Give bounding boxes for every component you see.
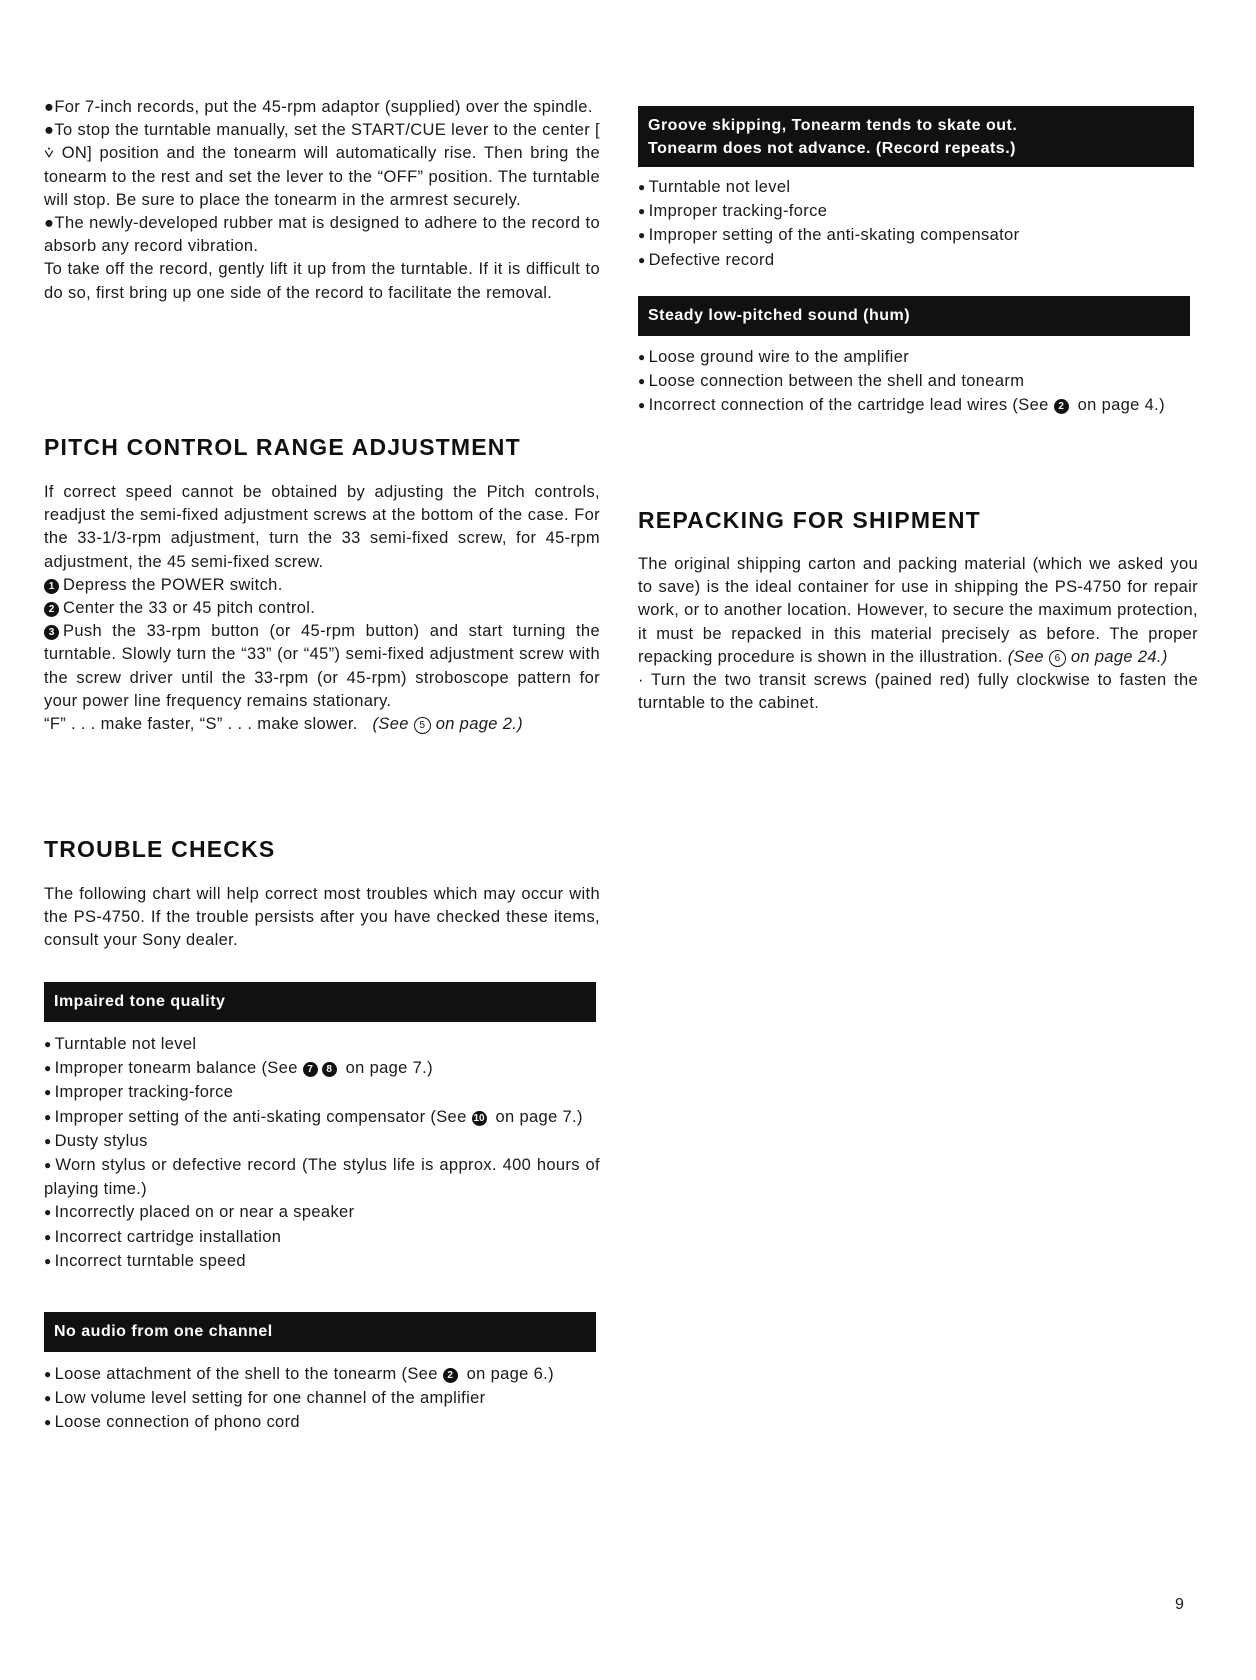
repacking-section: [638, 553, 1198, 715]
repacking-step: · Turn the two transit screws (pained red) fully clockwise to fasten the turntable to the cabinet.: [638, 671, 1198, 713]
impaired-tone-bar: Impaired tone quality: [44, 982, 596, 1022]
pitch-step-2: [44, 597, 600, 620]
no-audio-list: [44, 1363, 600, 1436]
reference-number-icon: 6: [1049, 650, 1066, 667]
pitch-heading: PITCH CONTROL RANGE ADJUSTMENT: [44, 434, 521, 460]
list-item: ● Worn stylus or defective record (The stylus life is approx. 400 hours of playing time.): [44, 1154, 600, 1201]
reference-number-icon: 2: [443, 1368, 458, 1383]
impaired-tone-list: [44, 1033, 600, 1274]
repacking-paragraph: The original shipping carton and packing material (which we asked you to save) is the ideal container for use in shipping the PS-4750 for repair work, or to another location. However, to secure the maximum protection, it must be repacked in this material precisely as before. The proper repacking procedure is shown in the illustration. (See 6 on page 24.): [638, 555, 1198, 666]
list-item: ● Defective record: [638, 249, 1198, 273]
pitch-step-3: [44, 620, 600, 713]
groove-skipping-bar: Groove skipping, Tonearm tends to skate out. Tonearm does not advance. (Record repeats.): [638, 106, 1194, 167]
pitch-note: “F” . . . make faster, “S” . . . make slower. (See 5 on page 2.): [44, 715, 524, 734]
intro-paragraph-3: ●The newly-developed rubber mat is designed to adhere to the record to absorb any record vibration.: [44, 214, 600, 256]
list-item: ● Incorrect cartridge installation: [44, 1226, 600, 1250]
list-item: ● Loose attachment of the shell to the tonearm (See 2 on page 6.): [44, 1363, 600, 1387]
pitch-section: [44, 481, 600, 736]
list-item: ● Improper setting of the anti-skating compensator (See 10 on page 7.): [44, 1106, 600, 1130]
reference-number-icon: 7: [303, 1062, 318, 1077]
step-number-icon: 2: [44, 602, 59, 617]
list-item: ● Incorrect turntable speed: [44, 1250, 600, 1274]
pitch-step-2-text: Center the 33 or 45 pitch control.: [63, 599, 316, 618]
hum-list: [638, 346, 1198, 419]
pitch-step-3-text: Push the 33-rpm button (or 45-rpm button) and start turning the turntable. Slowly turn the “33” (or “45”) semi-fixed adjustment screw with the screw driver until the 33-rpm (or 45-rpm) stroboscope pattern for your power line frequency remains stationary.: [44, 622, 600, 710]
trouble-intro: The following chart will help correct most troubles which may occur with the PS-4750. If the trouble persists after you have checked these items, consult your Sony dealer.: [44, 885, 600, 950]
step-number-icon: 1: [44, 579, 59, 594]
page-number: 9: [1175, 1596, 1184, 1613]
list-item: ● Loose connection between the shell and tonearm: [638, 370, 1198, 394]
list-item: ● Incorrect connection of the cartridge lead wires (See 2 on page 4.): [638, 394, 1198, 418]
list-item: ● Incorrectly placed on or near a speaker: [44, 1201, 600, 1225]
list-item: ● Turntable not level: [44, 1033, 600, 1057]
pitch-intro: If correct speed cannot be obtained by adjusting the Pitch controls, readjust the semi-fixed adjustment screws at the bottom of the case. For the 33-1/3-rpm adjustment, turn the 33 semi-fixed screw, for 45-rpm adjustment, the 45 semi-fixed screw.: [44, 483, 600, 571]
intro-paragraph-4: To take off the record, gently lift it up from the turntable. If it is difficult to do so, first bring up one side of the record to facilitate the removal.: [44, 260, 600, 302]
list-item: ● Loose connection of phono cord: [44, 1411, 600, 1435]
reference-number-icon: 5: [414, 717, 431, 734]
list-item: ● Dusty stylus: [44, 1130, 600, 1154]
step-number-icon: 3: [44, 625, 59, 640]
list-item: ● Improper setting of the anti-skating compensator: [638, 224, 1198, 248]
trouble-heading: TROUBLE CHECKS: [44, 836, 276, 862]
list-item: ● Low volume level setting for one channel of the amplifier: [44, 1387, 600, 1411]
list-item: ● Turntable not level: [638, 176, 1198, 200]
no-audio-bar: No audio from one channel: [44, 1312, 596, 1352]
reference-number-icon: 8: [322, 1062, 337, 1077]
list-item: ● Improper tracking-force: [44, 1081, 600, 1105]
hum-bar: Steady low-pitched sound (hum): [638, 296, 1190, 336]
pitch-step-1: [44, 574, 600, 597]
list-item: ● Improper tracking-force: [638, 200, 1198, 224]
list-item: ● Loose ground wire to the amplifier: [638, 346, 1198, 370]
intro-paragraph-2: ●To stop the turntable manually, set the START/CUE lever to the center [ ⩒ ON] position and the tonearm will automatically rise. Then bring the tonearm to the rest and set the lever to the “OFF” position. The turntable will stop. Be sure to place the tonearm in the armrest securely.: [44, 121, 600, 209]
repacking-heading: REPACKING FOR SHIPMENT: [638, 507, 981, 533]
groove-skipping-list: [638, 176, 1198, 273]
reference-number-icon: 10: [473, 1112, 485, 1124]
pitch-step-1-text: Depress the POWER switch.: [63, 575, 283, 594]
intro-section: [44, 96, 600, 305]
list-item: ● Improper tonearm balance (See 7 8 on page 7.): [44, 1057, 600, 1081]
intro-paragraph-1: ●For 7-inch records, put the 45-rpm adaptor (supplied) over the spindle.: [44, 98, 593, 116]
reference-number-icon: 2: [1054, 399, 1069, 414]
